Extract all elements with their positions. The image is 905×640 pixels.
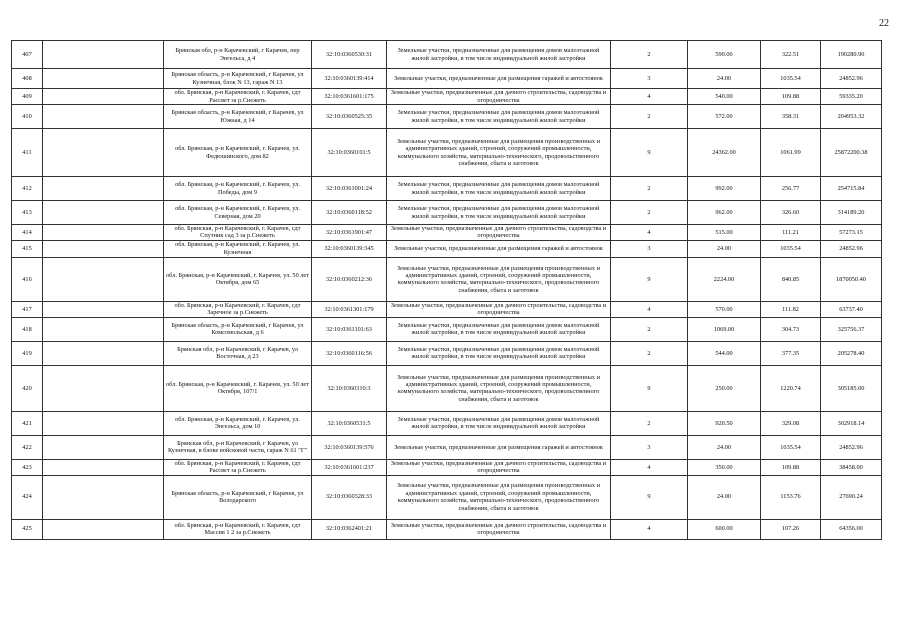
table-row [12, 201, 882, 225]
table-row [12, 225, 882, 241]
row-number: 425 [12, 519, 43, 539]
group-cell: 3 [611, 240, 688, 257]
table-row [12, 105, 882, 129]
specific-value-cell: 322.51 [761, 41, 821, 69]
land-registry-table [11, 40, 882, 540]
specific-value-cell: 1035.54 [761, 69, 821, 89]
address-cell: Брянская обл, р-н Карачевский, г Карачев, ул Кузнечная, в блоке войсковой части, гараж N 61 "Г" [164, 435, 312, 459]
address-cell: обл. Брянская, р-н Карачевский, г. Карачев, ул. 50 лет Октября, дом 65 [164, 257, 312, 301]
permitted-use-cell: Земельные участки, предназначенные для дачного строительства, садоводства и огородничества [387, 459, 611, 475]
cadastral-value-cell: 190280.90 [821, 41, 882, 69]
blank-cell [43, 435, 164, 459]
blank-cell [43, 257, 164, 301]
blank-cell [43, 225, 164, 241]
group-cell: 2 [611, 177, 688, 201]
area-cell: 24.00 [688, 69, 761, 89]
address-cell: обл. Брянская, р-н Карачевский, г. Карачев, сдт Массив 1 2 за р.Снежеть [164, 519, 312, 539]
area-cell: 570.00 [688, 301, 761, 317]
cadastral-number-cell: 32:10:0360328:33 [312, 475, 387, 519]
permitted-use-cell: Земельные участки, предназначенные для размещения производственных и административных зданий, строений, сооружений промышленности, коммунального хозяйства, материально-технического, продовольственного снабжения, сбыта и заготовок [387, 257, 611, 301]
row-number: 422 [12, 435, 43, 459]
cadastral-value-cell: 205278.40 [821, 341, 882, 365]
blank-cell [43, 341, 164, 365]
row-number: 416 [12, 257, 43, 301]
blank-cell [43, 41, 164, 69]
address-cell: обл. Брянская, р-н Карачевский, г. Карачев, ул. Кузнечная [164, 240, 312, 257]
address-cell: обл. Брянская, р-н Карачевский, г. Карачев, ул. Энгельса, дом 10 [164, 411, 312, 435]
cadastral-value-cell: 24852.96 [821, 240, 882, 257]
group-cell: 9 [611, 475, 688, 519]
specific-value-cell: 329.08 [761, 411, 821, 435]
specific-value-cell: 109.88 [761, 89, 821, 105]
table-row [12, 317, 882, 341]
table-row [12, 89, 882, 105]
row-number: 419 [12, 341, 43, 365]
table-row [12, 475, 882, 519]
address-cell: обл. Брянская, р-н Карачевский, г. Карачев, ул. 50 лет Октября, 107/1 [164, 365, 312, 411]
group-cell: 9 [611, 257, 688, 301]
area-cell: 544.00 [688, 341, 761, 365]
blank-cell [43, 475, 164, 519]
blank-cell [43, 105, 164, 129]
address-cell: обл. Брянская, р-н Карачевский, г. Карачев, ул. Победы, дом 9 [164, 177, 312, 201]
row-number: 418 [12, 317, 43, 341]
permitted-use-cell: Земельные участки, предназначенные для размещения гаражей и автостоянок [387, 435, 611, 459]
table-row [12, 411, 882, 435]
cadastral-value-cell: 254715.84 [821, 177, 882, 201]
specific-value-cell: 107.26 [761, 519, 821, 539]
permitted-use-cell: Земельные участки, предназначенные для размещения производственных и административных зданий, строений, сооружений промышленности, коммунального хозяйства, материально-технического, продовольственного снабжения, сбыта и заготовок [387, 365, 611, 411]
cadastral-value-cell: 63737.40 [821, 301, 882, 317]
address-cell: обл. Брянская, р-н Карачевский, г. Карачев, сдт Рассвет за р.Снежеть [164, 89, 312, 105]
permitted-use-cell: Земельные участки, предназначенные для размещения домов малоэтажной жилой застройки, в том числе индивидуальной жилой застройки [387, 317, 611, 341]
group-cell: 2 [611, 411, 688, 435]
cadastral-value-cell: 38458.00 [821, 459, 882, 475]
cadastral-number-cell: 32:10:0360139:345 [312, 240, 387, 257]
cadastral-number-cell: 32:10:0361601:237 [312, 459, 387, 475]
group-cell: 4 [611, 225, 688, 241]
permitted-use-cell: Земельные участки, предназначенные для дачного строительства, садоводства и огородничества [387, 301, 611, 317]
address-cell: Брянская область, р-н Карачевский, г Карачев, ул Южная, д 14 [164, 105, 312, 129]
cadastral-value-cell: 59335.20 [821, 89, 882, 105]
cadastral-number-cell: 32:10:0360530:31 [312, 41, 387, 69]
area-cell: 24.00 [688, 240, 761, 257]
address-cell: Брянская область, р-н Карачевский, г Карачев, ул Комсомольская, д 6 [164, 317, 312, 341]
row-number: 417 [12, 301, 43, 317]
specific-value-cell: 1153.76 [761, 475, 821, 519]
cadastral-number-cell: 32:10:0360531:5 [312, 411, 387, 435]
row-number: 414 [12, 225, 43, 241]
blank-cell [43, 89, 164, 105]
blank-cell [43, 519, 164, 539]
area-cell: 2224.00 [688, 257, 761, 301]
permitted-use-cell: Земельные участки, предназначенные для размещения гаражей и автостоянок [387, 240, 611, 257]
blank-cell [43, 301, 164, 317]
permitted-use-cell: Земельные участки, предназначенные для размещения домов малоэтажной жилой застройки, в том числе индивидуальной жилой застройки [387, 341, 611, 365]
cadastral-value-cell: 27690.24 [821, 475, 882, 519]
group-cell: 2 [611, 41, 688, 69]
table-row [12, 129, 882, 177]
area-cell: 515.00 [688, 225, 761, 241]
table-row [12, 459, 882, 475]
blank-cell [43, 240, 164, 257]
specific-value-cell: 109.88 [761, 459, 821, 475]
permitted-use-cell: Земельные участки, предназначенные для размещения домов малоэтажной жилой застройки, в том числе индивидуальной жилой застройки [387, 41, 611, 69]
specific-value-cell: 377.35 [761, 341, 821, 365]
address-cell: обл. Брянская, р-н Карачевский, г. Карачев, сдт Спутник сад 3 за р.Снежеть [164, 225, 312, 241]
cadastral-number-cell: 32:10:0362401:21 [312, 519, 387, 539]
address-cell: обл. Брянская, р-н Карачевский, г. Карачев, сдт Рассвет за р.Снежеть [164, 459, 312, 475]
area-cell: 24.00 [688, 475, 761, 519]
blank-cell [43, 411, 164, 435]
row-number: 410 [12, 105, 43, 129]
row-number: 421 [12, 411, 43, 435]
cadastral-number-cell: 32:10:0360212:36 [312, 257, 387, 301]
permitted-use-cell: Земельные участки, предназначенные для дачного строительства, садоводства и огородничества [387, 89, 611, 105]
cadastral-number-cell: 32:10:0360116:56 [312, 341, 387, 365]
table-row [12, 365, 882, 411]
cadastral-number-cell: 32:10:0360139:414 [312, 69, 387, 89]
row-number: 423 [12, 459, 43, 475]
group-cell: 2 [611, 341, 688, 365]
address-cell: Брянская обл, р-н Карачевский, г Карачев, ул Восточная, д 23 [164, 341, 312, 365]
row-number: 420 [12, 365, 43, 411]
specific-value-cell: 111.82 [761, 301, 821, 317]
blank-cell [43, 365, 164, 411]
cadastral-number-cell: 32:10:0361301:179 [312, 301, 387, 317]
specific-value-cell: 1035.54 [761, 240, 821, 257]
permitted-use-cell: Земельные участки, предназначенные для размещения домов малоэтажной жилой застройки, в том числе индивидуальной жилой застройки [387, 411, 611, 435]
cadastral-number-cell: 32:10:0361001:24 [312, 177, 387, 201]
specific-value-cell: 1035.54 [761, 435, 821, 459]
cadastral-value-cell: 25872200.38 [821, 129, 882, 177]
cadastral-value-cell: 57273.15 [821, 225, 882, 241]
table-row [12, 519, 882, 539]
address-cell: Брянская обл, р-н Карачевский, г Карачев, пер Энгельса, д 4 [164, 41, 312, 69]
row-number: 415 [12, 240, 43, 257]
address-cell: обл. Брянская, р-н Карачевский, г. Карачев, сдт Заречное за р.Снежеть [164, 301, 312, 317]
address-cell: обл. Брянская, р-н Карачевский, г. Карачев, ул. Северная, дом 20 [164, 201, 312, 225]
table-row [12, 240, 882, 257]
table-row [12, 435, 882, 459]
row-number: 409 [12, 89, 43, 105]
cadastral-number-cell: 32:10:0361901:47 [312, 225, 387, 241]
blank-cell [43, 69, 164, 89]
row-number: 412 [12, 177, 43, 201]
table-row [12, 177, 882, 201]
address-cell: Брянская область, р-н Карачевский, г Карачев, ул Кузнечная, блок N 13, гараж N 13 [164, 69, 312, 89]
group-cell: 4 [611, 459, 688, 475]
row-number: 424 [12, 475, 43, 519]
address-cell: Брянская область, р-н Карачевский, г Карачев, ул Володарского [164, 475, 312, 519]
specific-value-cell: 256.77 [761, 177, 821, 201]
group-cell: 4 [611, 519, 688, 539]
cadastral-value-cell: 314189.20 [821, 201, 882, 225]
cadastral-value-cell: 204953.32 [821, 105, 882, 129]
area-cell: 24.00 [688, 435, 761, 459]
permitted-use-cell: Земельные участки, предназначенные для размещения гаражей и автостоянок [387, 69, 611, 89]
specific-value-cell: 1061.99 [761, 129, 821, 177]
area-cell: 600.00 [688, 519, 761, 539]
area-cell: 1069.00 [688, 317, 761, 341]
area-cell: 590.00 [688, 41, 761, 69]
cadastral-value-cell: 305185.00 [821, 365, 882, 411]
specific-value-cell: 840.85 [761, 257, 821, 301]
specific-value-cell: 1220.74 [761, 365, 821, 411]
group-cell: 4 [611, 301, 688, 317]
blank-cell [43, 201, 164, 225]
blank-cell [43, 317, 164, 341]
cadastral-number-cell: 32:10:0360525:35 [312, 105, 387, 129]
specific-value-cell: 326.60 [761, 201, 821, 225]
permitted-use-cell: Земельные участки, предназначенные для размещения домов малоэтажной жилой застройки, в том числе индивидуальной жилой застройки [387, 177, 611, 201]
group-cell: 9 [611, 129, 688, 177]
group-cell: 4 [611, 89, 688, 105]
cadastral-number-cell: 32:10:0360118:52 [312, 201, 387, 225]
blank-cell [43, 459, 164, 475]
area-cell: 350.00 [688, 459, 761, 475]
address-cell: обл. Брянская, р-н Карачевский, г. Карачев, ул. Федюшинского, дом 82 [164, 129, 312, 177]
group-cell: 2 [611, 105, 688, 129]
cadastral-value-cell: 302918.14 [821, 411, 882, 435]
permitted-use-cell: Земельные участки, предназначенные для размещения производственных и административных зданий, строений, сооружений промышленности, коммунального хозяйства, материально-технического, продовольственного снабжения, сбыта и заготовок [387, 129, 611, 177]
cadastral-value-cell: 1870050.40 [821, 257, 882, 301]
table-row [12, 41, 882, 69]
permitted-use-cell: Земельные участки, предназначенные для дачного строительства, садоводства и огородничества [387, 519, 611, 539]
area-cell: 962.00 [688, 201, 761, 225]
table-row [12, 341, 882, 365]
cadastral-number-cell: 32:10:0360139:576 [312, 435, 387, 459]
specific-value-cell: 304.73 [761, 317, 821, 341]
permitted-use-cell: Земельные участки, предназначенные для размещения домов малоэтажной жилой застройки, в том числе индивидуальной жилой застройки [387, 201, 611, 225]
cadastral-value-cell: 24852.96 [821, 435, 882, 459]
row-number: 407 [12, 41, 43, 69]
cadastral-number-cell: 32:10:0360310:3 [312, 365, 387, 411]
cadastral-value-cell: 64356.00 [821, 519, 882, 539]
permitted-use-cell: Земельные участки, предназначенные для размещения производственных и административных зданий, строений, сооружений промышленности, коммунального хозяйства, материально-технического, продовольственного снабжения, сбыта и заготовок [387, 475, 611, 519]
group-cell: 3 [611, 69, 688, 89]
area-cell: 920.50 [688, 411, 761, 435]
table-row [12, 257, 882, 301]
cadastral-number-cell: 32:10:0361601:175 [312, 89, 387, 105]
blank-cell [43, 129, 164, 177]
specific-value-cell: 358.31 [761, 105, 821, 129]
page-number: 22 [879, 18, 889, 29]
area-cell: 250.00 [688, 365, 761, 411]
row-number: 411 [12, 129, 43, 177]
group-cell: 9 [611, 365, 688, 411]
row-number: 408 [12, 69, 43, 89]
area-cell: 572.00 [688, 105, 761, 129]
group-cell: 2 [611, 201, 688, 225]
cadastral-number-cell: 32:10:0361101:63 [312, 317, 387, 341]
table-row [12, 69, 882, 89]
blank-cell [43, 177, 164, 201]
area-cell: 992.00 [688, 177, 761, 201]
group-cell: 3 [611, 435, 688, 459]
cadastral-value-cell: 325756.37 [821, 317, 882, 341]
cadastral-value-cell: 24852.96 [821, 69, 882, 89]
specific-value-cell: 111.21 [761, 225, 821, 241]
area-cell: 24362.00 [688, 129, 761, 177]
permitted-use-cell: Земельные участки, предназначенные для дачного строительства, садоводства и огородничества [387, 225, 611, 241]
table-body [12, 41, 882, 540]
group-cell: 2 [611, 317, 688, 341]
table-row [12, 301, 882, 317]
area-cell: 540.00 [688, 89, 761, 105]
row-number: 413 [12, 201, 43, 225]
permitted-use-cell: Земельные участки, предназначенные для размещения домов малоэтажной жилой застройки, в том числе индивидуальной жилой застройки [387, 105, 611, 129]
cadastral-number-cell: 32:10:0360101:5 [312, 129, 387, 177]
